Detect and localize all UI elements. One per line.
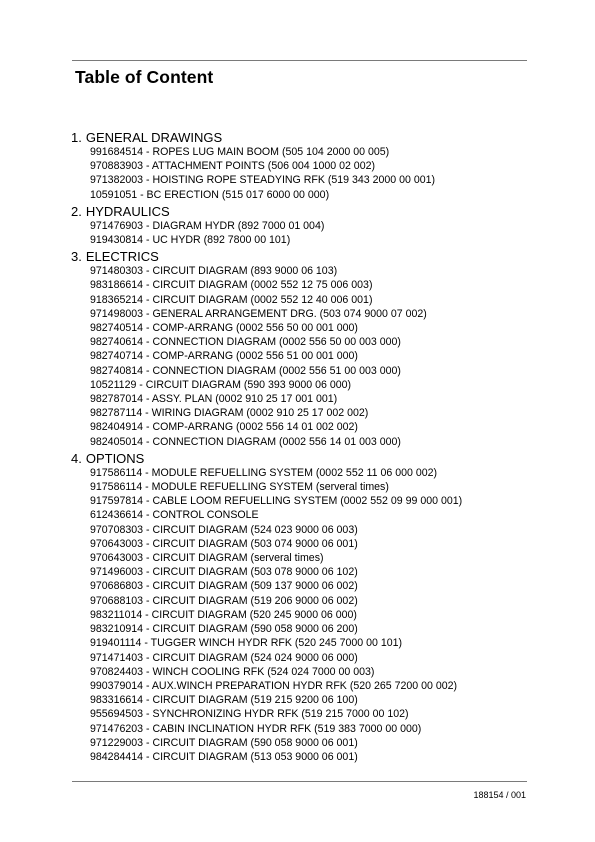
- toc-entry[interactable]: 971496003 - CIRCUIT DIAGRAM (503 078 9000 06 102): [90, 566, 358, 579]
- section-heading[interactable]: [71, 204, 541, 219]
- toc-section: [71, 130, 541, 202]
- toc-entry[interactable]: 984284414 - CIRCUIT DIAGRAM (513 053 9000 06 001): [90, 750, 358, 763]
- toc-entry[interactable]: 955694503 - SYNCHRONIZING HYDR RFK (519 215 7000 00 102): [90, 708, 409, 721]
- section-number: 3.: [71, 249, 82, 265]
- toc-entry[interactable]: 971498003 - GENERAL ARRANGEMENT DRG. (503 074 9000 07 002): [90, 307, 427, 320]
- toc-entry[interactable]: 971382003 - HOISTING ROPE STEADYING RFK (519 343 2000 00 001): [90, 174, 436, 187]
- toc-section: [71, 204, 541, 247]
- toc-entry[interactable]: 970643003 - CIRCUIT DIAGRAM (serveral times): [90, 552, 324, 565]
- table-of-contents: [71, 130, 541, 766]
- toc-entry[interactable]: 10521129 - CIRCUIT DIAGRAM (590 393 9000 06 000): [90, 378, 352, 391]
- section-heading[interactable]: [71, 249, 541, 264]
- footer-rule: [72, 781, 527, 782]
- toc-entry[interactable]: 970686803 - CIRCUIT DIAGRAM (509 137 9000 06 002): [90, 580, 358, 593]
- toc-entry[interactable]: 917586114 - MODULE REFUELLING SYSTEM (serveral times): [90, 481, 389, 494]
- toc-entry[interactable]: 983211014 - CIRCUIT DIAGRAM (520 245 9000 06 000): [90, 608, 357, 621]
- toc-entry[interactable]: 982787114 - WIRING DIAGRAM (0002 910 25 17 002 002): [90, 407, 369, 420]
- toc-section: [71, 451, 541, 764]
- toc-entry[interactable]: 971480303 - CIRCUIT DIAGRAM (893 9000 06 103): [90, 265, 338, 278]
- toc-entry[interactable]: 970643003 - CIRCUIT DIAGRAM (503 074 9000 06 001): [90, 537, 358, 550]
- section-title: ELECTRICS: [85, 249, 159, 265]
- toc-entry[interactable]: 917586114 - MODULE REFUELLING SYSTEM (0002 552 11 06 000 002): [90, 466, 438, 479]
- toc-entry[interactable]: 991684514 - ROPES LUG MAIN BOOM (505 104 2000 00 005): [90, 146, 390, 158]
- section-title: GENERAL DRAWINGS: [85, 130, 223, 145]
- toc-entry[interactable]: 917597814 - CABLE LOOM REFUELLING SYSTEM (0002 552 09 99 000 001): [90, 495, 463, 508]
- section-number: 4.: [71, 450, 82, 466]
- toc-entry[interactable]: 982740614 - CONNECTION DIAGRAM (0002 556 50 00 003 000): [90, 336, 401, 349]
- toc-entry[interactable]: 10591051 - BC ERECTION (515 017 6000 00 000): [90, 188, 330, 201]
- toc-entry[interactable]: 990379014 - AUX.WINCH PREPARATION HYDR RFK (520 265 7200 00 002): [90, 679, 458, 692]
- section-heading[interactable]: [71, 130, 541, 145]
- document-reference: 188154 / 001: [473, 790, 526, 800]
- section-heading[interactable]: [71, 451, 541, 466]
- toc-entry[interactable]: 971476203 - CABIN INCLINATION HYDR RFK (519 383 7000 00 000): [90, 722, 422, 735]
- toc-entry[interactable]: 970688103 - CIRCUIT DIAGRAM (519 206 9000 06 002): [90, 594, 358, 607]
- toc-entry[interactable]: 982740814 - CONNECTION DIAGRAM (0002 556 51 00 003 000): [90, 364, 401, 377]
- toc-entry[interactable]: 983316614 - CIRCUIT DIAGRAM (519 215 9200 06 100): [90, 694, 358, 707]
- header-rule: [72, 60, 527, 61]
- toc-entry[interactable]: 919401114 - TUGGER WINCH HYDR RFK (520 245 7000 00 101): [90, 637, 403, 650]
- toc-entry[interactable]: 982404914 - COMP-ARRANG (0002 556 14 01 002 002): [90, 421, 358, 434]
- toc-entry[interactable]: 612436614 - CONTROL CONSOLE: [90, 509, 259, 522]
- toc-entry[interactable]: 983210914 - CIRCUIT DIAGRAM (590 058 9000 06 200): [90, 623, 358, 636]
- toc-entry[interactable]: 970883903 - ATTACHMENT POINTS (506 004 1000 02 002): [90, 160, 376, 173]
- section-title: HYDRAULICS: [85, 203, 170, 219]
- toc-entry[interactable]: 970824403 - WINCH COOLING RFK (524 024 7000 00 003): [90, 665, 375, 678]
- toc-entry[interactable]: 971476903 - DIAGRAM HYDR (892 7000 01 004): [90, 219, 325, 232]
- section-number: 1.: [71, 130, 82, 145]
- toc-entry[interactable]: 970708303 - CIRCUIT DIAGRAM (524 023 9000 06 003): [90, 523, 358, 536]
- section-number: 2.: [71, 203, 82, 219]
- toc-entry[interactable]: 918365214 - CIRCUIT DIAGRAM (0002 552 12 40 006 001): [90, 293, 373, 306]
- toc-entry[interactable]: 983186614 - CIRCUIT DIAGRAM (0002 552 12 75 006 003): [90, 279, 373, 292]
- toc-section: [71, 249, 541, 449]
- toc-entry[interactable]: 971229003 - CIRCUIT DIAGRAM (590 058 9000 06 001): [90, 736, 358, 749]
- toc-entry[interactable]: 919430814 - UC HYDR (892 7800 00 101): [90, 234, 291, 247]
- page-title: Table of Content: [75, 67, 214, 87]
- toc-entry[interactable]: 982787014 - ASSY. PLAN (0002 910 25 17 001 001): [90, 393, 338, 406]
- toc-entry[interactable]: 971471403 - CIRCUIT DIAGRAM (524 024 9000 06 000): [90, 651, 358, 664]
- section-title: OPTIONS: [85, 450, 145, 466]
- toc-entry[interactable]: 982740514 - COMP-ARRANG (0002 556 50 00 001 000): [90, 322, 358, 335]
- toc-entry[interactable]: 982740714 - COMP-ARRANG (0002 556 51 00 001 000): [90, 350, 358, 363]
- toc-entry[interactable]: 982405014 - CONNECTION DIAGRAM (0002 556 14 01 003 000): [90, 435, 401, 448]
